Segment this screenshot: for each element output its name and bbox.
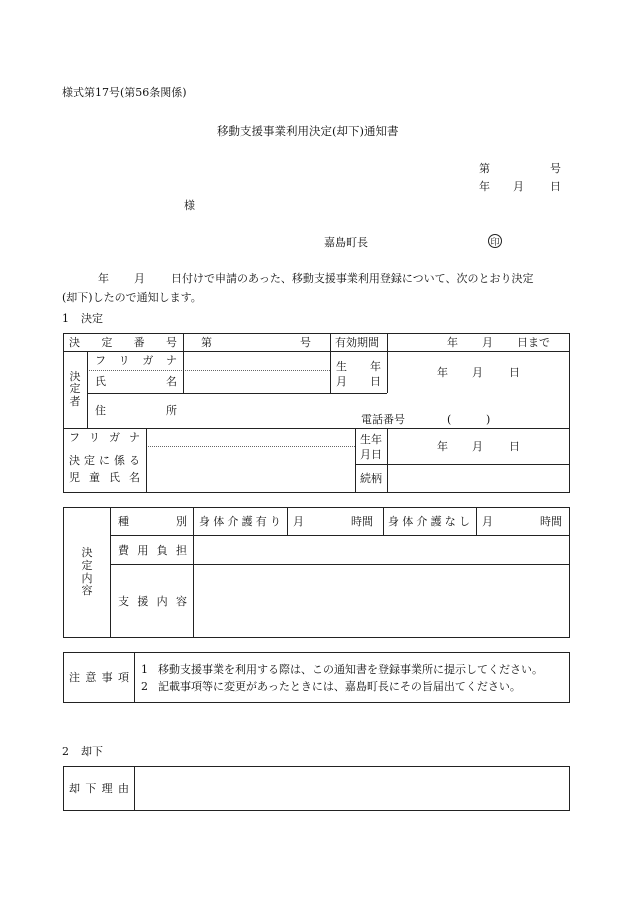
col-line xyxy=(193,507,194,638)
with-care-label xyxy=(199,516,281,527)
char: 決 xyxy=(69,369,81,383)
decider-label xyxy=(66,351,84,428)
char: ガ xyxy=(142,354,154,367)
note-item-1-num: 1 xyxy=(141,663,148,676)
char: 介 xyxy=(416,515,428,528)
char: 容 xyxy=(81,584,93,598)
char: 項 xyxy=(117,671,129,684)
dotted-line xyxy=(146,446,355,447)
child-birth-day: 日 xyxy=(509,440,520,453)
phone-paren-open: ( xyxy=(447,413,452,426)
form-number: 様式第17号(第56条関係) xyxy=(62,86,187,99)
dotted-line xyxy=(87,370,330,371)
col-line xyxy=(183,333,184,393)
cost-label xyxy=(118,545,187,556)
char: 体 xyxy=(402,515,414,528)
section2-number: 2 xyxy=(62,745,69,758)
char: 担 xyxy=(175,544,187,557)
char: 係 xyxy=(114,454,125,467)
char: 決 xyxy=(81,546,93,560)
child-label-1 xyxy=(69,455,140,466)
note-item-2-text: 記載事項等に変更があったときには、嘉島町長にその旨届出てください。 xyxy=(158,680,521,693)
char: な xyxy=(444,515,456,528)
char: 却 xyxy=(69,782,80,795)
decision-number-dai: 第 xyxy=(201,336,212,349)
birth-month: 月 xyxy=(472,366,483,379)
note-item-2-num: 2 xyxy=(141,680,148,693)
validity-month: 月 xyxy=(482,336,493,349)
char: 住 xyxy=(95,404,106,417)
doc-number-go: 号 xyxy=(550,162,561,175)
col-line xyxy=(387,428,388,493)
row-line xyxy=(110,535,570,536)
document-title: 移動支援事業利用決定(却下)通知書 xyxy=(217,124,399,138)
month-2: 月 xyxy=(482,515,493,528)
char: 容 xyxy=(175,595,187,608)
char: 身 xyxy=(388,515,399,528)
month-1: 月 xyxy=(293,515,304,528)
col-line xyxy=(146,428,147,493)
issuer-name: 嘉島町長 xyxy=(324,236,368,249)
col-line xyxy=(287,507,288,535)
seal-stamp: 印 xyxy=(488,234,502,248)
char: フ xyxy=(69,431,80,444)
char: 由 xyxy=(117,782,129,795)
char: し xyxy=(458,515,470,528)
date-day: 日 xyxy=(550,180,561,193)
char: 用 xyxy=(137,544,149,557)
validity-year: 年 xyxy=(447,336,458,349)
birth-label-2 xyxy=(336,376,381,387)
date-month: 月 xyxy=(513,180,524,193)
char: 理 xyxy=(101,782,113,795)
char: 介 xyxy=(227,515,239,528)
char: 意 xyxy=(85,671,97,684)
char: 年 xyxy=(370,360,381,373)
char: 護 xyxy=(241,515,253,528)
birth-day: 日 xyxy=(509,366,520,379)
char: リ xyxy=(118,354,130,367)
child-birth-month: 月 xyxy=(472,440,483,453)
without-care-label xyxy=(388,516,470,527)
char: 番 xyxy=(133,336,145,349)
char: 有 xyxy=(255,515,267,528)
date-year: 年 xyxy=(479,180,490,193)
hours-1: 時間 xyxy=(351,515,373,528)
type-label xyxy=(118,516,187,527)
notes-label xyxy=(69,672,129,683)
char: 氏 xyxy=(95,375,106,388)
char: 事 xyxy=(101,671,113,684)
char: 者 xyxy=(69,394,81,408)
char: り xyxy=(269,515,281,528)
address-label xyxy=(95,405,177,416)
col-line xyxy=(330,333,331,393)
section1-number: 1 xyxy=(62,312,69,325)
relation-label: 続柄 xyxy=(360,472,382,485)
char: リ xyxy=(89,431,100,444)
col-line xyxy=(355,428,356,493)
content-side-label xyxy=(66,507,108,638)
validity-day: 日まで xyxy=(517,336,550,349)
char: ナ xyxy=(165,354,177,367)
col-line xyxy=(87,351,88,428)
char: に xyxy=(99,454,110,467)
char: ガ xyxy=(109,431,120,444)
char: 定 xyxy=(81,558,93,572)
char: 負 xyxy=(156,544,168,557)
section2-heading: 却下 xyxy=(81,745,103,758)
char: 名 xyxy=(129,471,140,484)
char: 童 xyxy=(89,471,100,484)
name-label xyxy=(95,376,177,387)
birth-year: 年 xyxy=(437,366,448,379)
note-item-1-text: 移動支援事業を利用する際は、この通知書を登録事業所に提示してください。 xyxy=(158,663,543,676)
body-line1-gatsu: 月 xyxy=(134,272,145,285)
doc-number-dai: 第 xyxy=(479,162,490,175)
char: 定 xyxy=(84,454,95,467)
char: フ xyxy=(95,354,106,367)
notes-table xyxy=(63,652,570,703)
rejection-reason-label xyxy=(69,783,129,794)
hours-2: 時間 xyxy=(540,515,562,528)
char: 内 xyxy=(156,595,168,608)
char: 生 xyxy=(336,360,347,373)
col-line xyxy=(134,652,135,703)
char: 援 xyxy=(137,595,149,608)
body-line1-nen: 年 xyxy=(98,272,109,285)
char: 所 xyxy=(166,404,177,417)
col-line xyxy=(134,766,135,811)
body-line1-rest: 日付けで申請のあった、移動支援事業利用登録について、次のとおり決定 xyxy=(171,272,534,285)
child-furigana-label xyxy=(69,432,140,443)
char: 号 xyxy=(165,336,177,349)
child-label-2 xyxy=(69,472,140,483)
char: 下 xyxy=(85,782,97,795)
child-birth-year: 年 xyxy=(437,440,448,453)
col-line xyxy=(110,507,111,638)
char: 注 xyxy=(69,671,80,684)
char: 児 xyxy=(69,471,80,484)
decision-number-go: 号 xyxy=(300,336,311,349)
col-line xyxy=(387,333,388,393)
char: 名 xyxy=(166,375,177,388)
char: 日 xyxy=(370,375,381,388)
col-line xyxy=(383,507,384,535)
phone-paren-close: ) xyxy=(486,413,491,426)
char: 決 xyxy=(69,336,80,349)
char: 支 xyxy=(118,595,129,608)
row-line xyxy=(63,428,570,429)
char: 体 xyxy=(213,515,225,528)
row-line xyxy=(87,393,387,394)
furigana-label xyxy=(95,355,177,366)
char: 定 xyxy=(69,382,81,396)
body-line2: (却下)したので通知します。 xyxy=(62,291,202,304)
phone-label: 電話番号 xyxy=(361,413,405,426)
row-line xyxy=(63,351,570,352)
decision-number-label xyxy=(69,337,177,348)
validity-label: 有効期間 xyxy=(335,336,379,349)
addressee-sama: 様 xyxy=(184,199,195,212)
child-birth-label-1: 生年 xyxy=(360,433,382,446)
section1-heading: 決定 xyxy=(81,312,103,325)
char: 定 xyxy=(101,336,113,349)
char: 費 xyxy=(118,544,129,557)
col-line xyxy=(476,507,477,535)
char: 種 xyxy=(118,515,129,528)
char: 内 xyxy=(81,571,93,585)
rejection-table xyxy=(63,766,570,811)
char: る xyxy=(129,454,140,467)
row-line xyxy=(110,564,570,565)
char: 氏 xyxy=(109,471,120,484)
birth-label-1 xyxy=(336,361,381,372)
child-birth-label-2: 月日 xyxy=(360,448,382,461)
char: 護 xyxy=(430,515,442,528)
char: 決 xyxy=(69,454,80,467)
char: 月 xyxy=(336,375,347,388)
char: 身 xyxy=(199,515,210,528)
support-label xyxy=(118,596,187,607)
char: 別 xyxy=(176,515,187,528)
char: ナ xyxy=(129,431,140,444)
